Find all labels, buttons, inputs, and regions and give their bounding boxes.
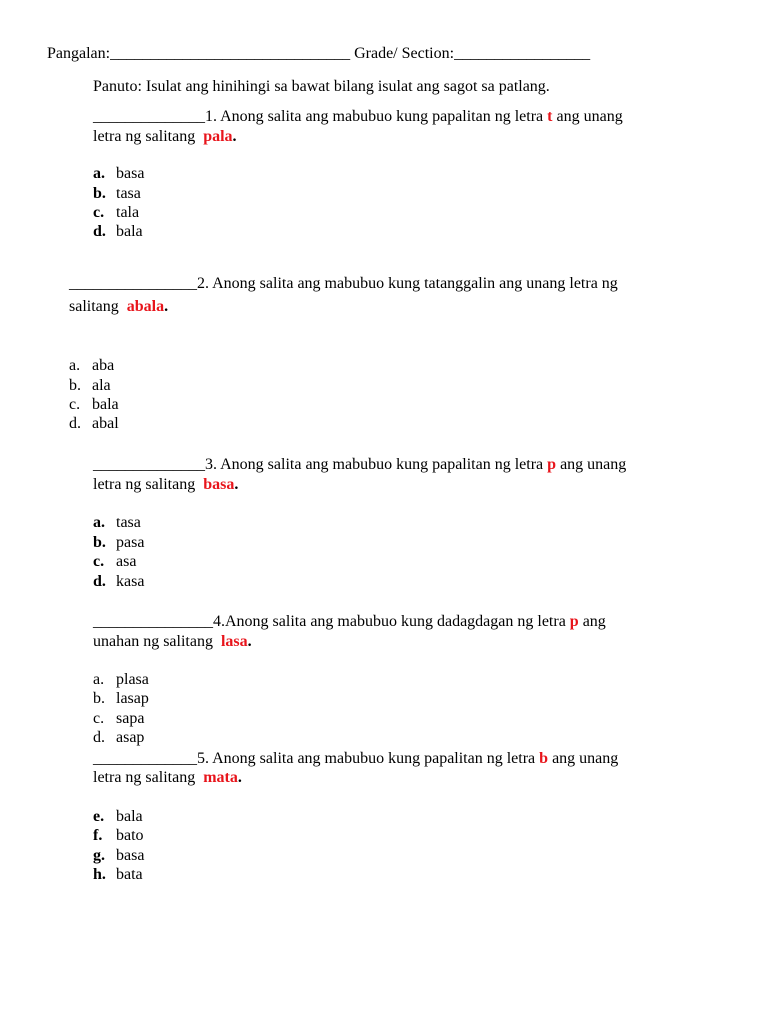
highlight-word: pala	[203, 128, 233, 145]
question-3-line-2	[93, 475, 238, 495]
highlight-letter: p	[569, 613, 579, 630]
option-item	[93, 689, 149, 709]
option-letter: h.	[93, 866, 106, 883]
option-letter: b.	[93, 534, 106, 551]
option-text: bato	[116, 827, 144, 844]
option-item	[93, 533, 144, 553]
question-text: salitang	[69, 298, 127, 315]
punctuation: .	[247, 633, 252, 650]
punctuation: .	[234, 476, 239, 493]
option-letter: b.	[69, 377, 81, 394]
option-item	[93, 865, 143, 885]
option-text: bata	[116, 866, 143, 883]
question-text: letra ng salitang	[93, 769, 204, 786]
option-text: tala	[116, 204, 140, 221]
question-text: 4.Anong salita ang mabubuo kung dadagdagan ng letra	[213, 613, 570, 630]
option-item	[93, 826, 144, 846]
name-label: Pangalan:	[47, 45, 111, 62]
question-4-line-1	[93, 612, 606, 632]
option-letter: b.	[93, 690, 105, 707]
option-item	[93, 164, 144, 184]
question-3-line-1	[93, 455, 626, 475]
option-item	[93, 552, 136, 572]
header-line	[47, 44, 590, 64]
option-text: kasa	[116, 573, 145, 590]
option-item	[69, 376, 111, 396]
option-text: asa	[116, 553, 137, 570]
option-text: ala	[92, 377, 111, 394]
option-letter: a.	[69, 357, 81, 374]
question-text: 2. Anong salita ang mabubuo kung tatanggalin ang unang letra ng	[197, 275, 618, 292]
option-item	[69, 414, 119, 434]
question-1-line-1	[93, 107, 623, 127]
highlight-letter: p	[547, 456, 557, 473]
option-text: sapa	[116, 710, 145, 727]
highlight-letter: b	[539, 750, 549, 767]
option-letter: c.	[93, 204, 105, 221]
question-text: ang unang	[548, 750, 619, 767]
option-letter: e.	[93, 808, 105, 825]
option-item	[93, 846, 144, 866]
option-letter: a.	[93, 165, 105, 182]
grade-section-label: Grade/ Section:	[354, 45, 455, 62]
option-letter: b.	[93, 185, 106, 202]
option-text: basa	[116, 847, 145, 864]
option-text: lasap	[116, 690, 149, 707]
question-text: 5. Anong salita ang mabubuo kung papalitan ng letra	[197, 750, 540, 767]
answer-blank: ________________	[69, 275, 197, 292]
punctuation: .	[164, 298, 169, 315]
option-letter: d.	[93, 729, 105, 746]
option-text: pasa	[116, 534, 145, 551]
option-letter: a.	[93, 514, 105, 531]
option-text: abal	[92, 415, 119, 432]
question-5-line-2	[93, 768, 242, 788]
option-letter: c.	[93, 710, 105, 727]
name-blank: ______________________________	[110, 45, 351, 62]
punctuation: .	[232, 128, 237, 145]
question-text: unahan ng salitang	[93, 633, 221, 650]
highlight-word: lasa	[220, 633, 248, 650]
question-text: 3. Anong salita ang mabubuo kung papalitan ng letra	[205, 456, 548, 473]
highlight-word: mata	[203, 769, 238, 786]
option-letter: f.	[93, 827, 103, 844]
option-letter: d.	[93, 223, 106, 240]
question-5-line-1	[93, 749, 618, 769]
question-text: ang unang	[552, 108, 623, 125]
option-item	[93, 222, 143, 242]
question-text: 1. Anong salita ang mabubuo kung papalitan ng letra	[205, 108, 548, 125]
answer-blank: ______________	[93, 108, 205, 125]
instructions: Panuto: Isulat ang hinihingi sa bawat bilang isulat ang sagot sa patlang.	[93, 78, 550, 95]
option-item	[93, 709, 144, 729]
option-text: aba	[92, 357, 115, 374]
option-text: plasa	[116, 671, 149, 688]
question-2-line-1	[69, 274, 618, 294]
option-item	[93, 807, 143, 827]
option-text: asap	[116, 729, 145, 746]
option-letter: a.	[93, 671, 105, 688]
highlight-word: basa	[203, 476, 235, 493]
answer-blank: ______________	[93, 456, 205, 473]
option-letter: d.	[69, 415, 81, 432]
question-text: letra ng salitang	[93, 128, 204, 145]
highlight-word: abala	[126, 298, 165, 315]
option-item	[93, 203, 139, 223]
option-text: bala	[116, 808, 143, 825]
answer-blank: _______________	[93, 613, 213, 630]
option-letter: c.	[69, 396, 81, 413]
option-item	[93, 670, 149, 690]
option-text: bala	[116, 223, 143, 240]
option-item	[93, 572, 144, 592]
option-item	[69, 395, 119, 415]
question-2-line-2	[69, 297, 168, 317]
option-text: tasa	[116, 185, 141, 202]
option-item	[93, 728, 144, 748]
option-letter: g.	[93, 847, 105, 864]
option-item	[93, 513, 141, 533]
answer-blank: _____________	[93, 750, 197, 767]
question-4-line-2	[93, 632, 252, 652]
option-text: bala	[92, 396, 119, 413]
question-text: ang unang	[556, 456, 627, 473]
option-item	[93, 184, 141, 204]
option-letter: c.	[93, 553, 105, 570]
question-1-line-2	[93, 127, 237, 147]
grade-section-blank: _________________	[454, 45, 591, 62]
highlight-letter: t	[547, 108, 553, 125]
option-item	[69, 356, 114, 376]
question-text: letra ng salitang	[93, 476, 204, 493]
punctuation: .	[237, 769, 242, 786]
option-letter: d.	[93, 573, 106, 590]
option-text: basa	[116, 165, 145, 182]
option-text: tasa	[116, 514, 141, 531]
question-text: ang	[578, 613, 606, 630]
